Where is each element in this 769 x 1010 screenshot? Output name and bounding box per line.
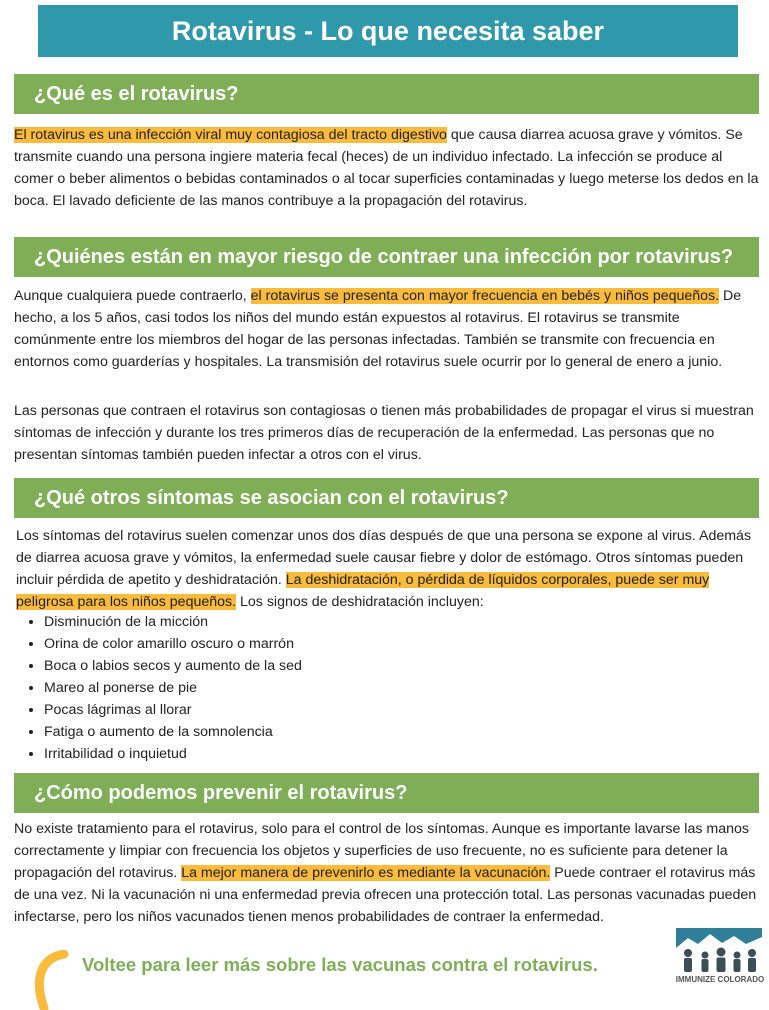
list-item: • Orina de color amarillo oscuro o marrón — [44, 633, 769, 655]
paragraph-prevention — [14, 818, 760, 928]
decorative-arc-icon — [30, 950, 74, 1010]
paragraph-what-is — [14, 124, 760, 212]
paragraph-risk-1 — [14, 285, 760, 373]
section-heading-what-is: ¿Qué es el rotavirus? — [14, 74, 759, 114]
list-item: • Fatiga o aumento de la somnolencia — [44, 721, 769, 743]
list-item: • Mareo al ponerse de pie — [44, 677, 769, 699]
body-text: Los síntomas del rotavirus suelen comenzar unos dos días después de que una persona se expone al virus. Además de diarrea acuosa grave y vómitos, la enfermedad suele causar fiebre y dolor de estómago. Otros síntomas pueden incluir pérdida de apetito y deshidratación. — [16, 528, 752, 588]
body-text: Los signos de deshidratación incluyen: — [236, 594, 484, 610]
body-text: No existe tratamiento para el rotavirus, solo para el control de los síntomas. Aunque es importante lavarse las manos correctamente y limpiar con frecuencia los objetos y superficies de uso frecuente, no es suficiente para detener la propagación del rotavirus. — [14, 821, 749, 881]
body-text: que causa diarrea acuosa grave y vómitos. Se transmite cuando una persona ingiere materia fecal (heces) de un individuo infectado. La infección se produce al comer o beber alimentos o bebidas contaminados o al tocar superficies contaminadas y luego meterse los dedos en la boca. El lavado deficiente de las manos contribuye a la propagación del rotavirus. — [14, 127, 759, 209]
body-text: De hecho, a los 5 años, casi todos los niños del mundo están expuestos al rotavirus. El rotavirus se transmite comúnmente entre los miembros del hogar de las personas infectadas. También se transmite con frecuencia en entornos como guarderías y hospitales. La transmisión del rotavirus suele ocurrir por lo general de enero a junio. — [14, 288, 742, 370]
footer-note: Voltee para leer más sobre las vacunas contra el rotavirus. — [82, 954, 598, 975]
body-text: Puede contraer el rotavirus más de una vez. Ni la vacunación ni una enfermedad previa ofrecen una protección total. Las personas vacunadas pueden infectarse, pero los niños vacunados tienen menos probabilidades de contraer la enfermedad. — [14, 865, 757, 925]
list-item: • Irritabilidad o inquietud — [44, 743, 769, 765]
highlight-text: El rotavirus es una infección viral muy contagiosa del tracto digestivo — [14, 127, 447, 143]
list-item: • Disminución de la micción — [44, 611, 769, 633]
list-item: • Pocas lágrimas al llorar — [44, 699, 769, 721]
logo-label: IMMUNIZE COLORADO — [675, 975, 765, 984]
paragraph-risk-2: Las personas que contraen el rotavirus son contagiosas o tienen más probabilidades de propagar el virus si muestran síntomas de infección y durante los tres primeros días de recuperación de la enfermedad. Las personas que no presentan síntomas también pueden infectar a otros con el virus. — [14, 403, 754, 463]
section-heading-symptoms: ¿Qué otros síntomas se asocian con el rotavirus? — [14, 478, 759, 518]
paragraph-symptoms — [16, 525, 762, 613]
section-heading-risk: ¿Quiénes están en mayor riesgo de contraer una infección por rotavirus? — [14, 237, 759, 277]
list-item: • Boca o labios secos y aumento de la sed — [44, 655, 769, 677]
page-title: Rotavirus - Lo que necesita saber — [38, 5, 738, 57]
dehydration-signs-list — [14, 611, 769, 765]
highlight-text: el rotavirus se presenta con mayor frecuencia en bebés y niños pequeños. — [250, 288, 720, 304]
highlight-text: La deshidratación, o pérdida de líquidos corporales, puede ser muy peligrosa para los niños pequeños. — [16, 572, 710, 610]
section-heading-prevention: ¿Cómo podemos prevenir el rotavirus? — [14, 773, 759, 813]
body-text: Aunque cualquiera puede contraerlo, — [14, 288, 251, 304]
highlight-text: La mejor manera de prevenirlo es mediante la vacunación. — [181, 865, 551, 881]
